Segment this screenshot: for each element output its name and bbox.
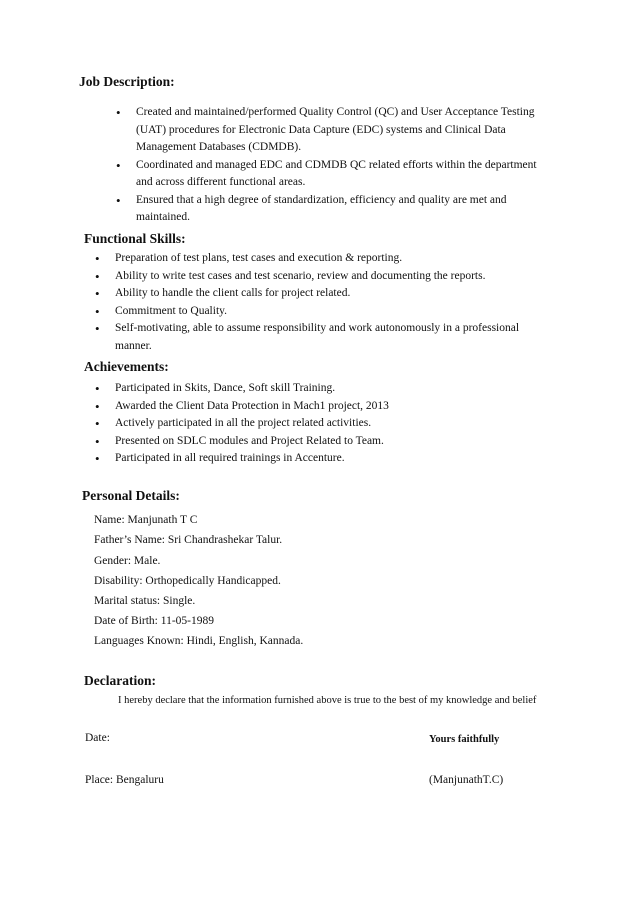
declaration-heading: Declaration: — [84, 673, 156, 688]
father-name-line: Father’s Name: Sri Chandrashekar Talur. — [94, 534, 283, 546]
functional-skills-list — [93, 250, 533, 355]
list-item: • Ensured that a high degree of standardization, efficiency and quality are met and maintained. — [114, 192, 554, 227]
achievements-list — [93, 380, 533, 468]
disability-line: Disability: Orthopedically Handicapped. — [94, 575, 281, 587]
job-description-list — [114, 104, 554, 227]
marital-status-line: Marital status: Single. — [94, 595, 196, 607]
list-item: • Commitment to Quality. — [93, 303, 533, 321]
list-item: • Awarded the Client Data Protection in Mach1 project, 2013 — [93, 398, 533, 416]
list-item: • Preparation of test plans, test cases and execution & reporting. — [93, 250, 533, 268]
list-item: • Participated in all required trainings in Accenture. — [93, 450, 533, 468]
name-line: Name: Manjunath T C — [94, 514, 198, 526]
date-of-birth-line: Date of Birth: 11-05-1989 — [94, 615, 214, 627]
yours-faithfully: Yours faithfully — [429, 734, 500, 745]
list-item: • Coordinated and managed EDC and CDMDB QC related efforts within the department and across different functional areas. — [114, 157, 554, 192]
list-item: • Participated in Skits, Dance, Soft skill Training. — [93, 380, 533, 398]
functional-skills-heading: Functional Skills: — [84, 231, 186, 246]
list-item: • Ability to write test cases and test scenario, review and documenting the reports. — [93, 268, 533, 286]
place-line: Place: Bengaluru — [85, 774, 164, 786]
list-item: • Self-motivating, able to assume responsibility and work autonomously in a professional manner. — [93, 320, 533, 355]
achievements-heading: Achievements: — [84, 359, 169, 374]
list-item: • Ability to handle the client calls for project related. — [93, 285, 533, 303]
gender-line: Gender: Male. — [94, 555, 161, 567]
signature-name: (ManjunathT.C) — [429, 774, 504, 786]
job-description-heading: Job Description: — [79, 74, 175, 89]
languages-line: Languages Known: Hindi, English, Kannada. — [94, 635, 304, 647]
list-item: • Created and maintained/performed Quality Control (QC) and User Acceptance Testing (UAT) procedures for Electronic Data Capture (EDC) systems and Clinical Data Management Databases (CDMDB). — [114, 104, 554, 157]
list-item: • Presented on SDLC modules and Project Related to Team. — [93, 433, 533, 451]
declaration-text: I hereby declare that the information furnished above is true to the best of my knowledge and belief — [118, 695, 537, 706]
list-item: • Actively participated in all the project related activities. — [93, 415, 533, 433]
date-label: Date: — [85, 732, 110, 744]
personal-details-heading: Personal Details: — [82, 488, 180, 503]
